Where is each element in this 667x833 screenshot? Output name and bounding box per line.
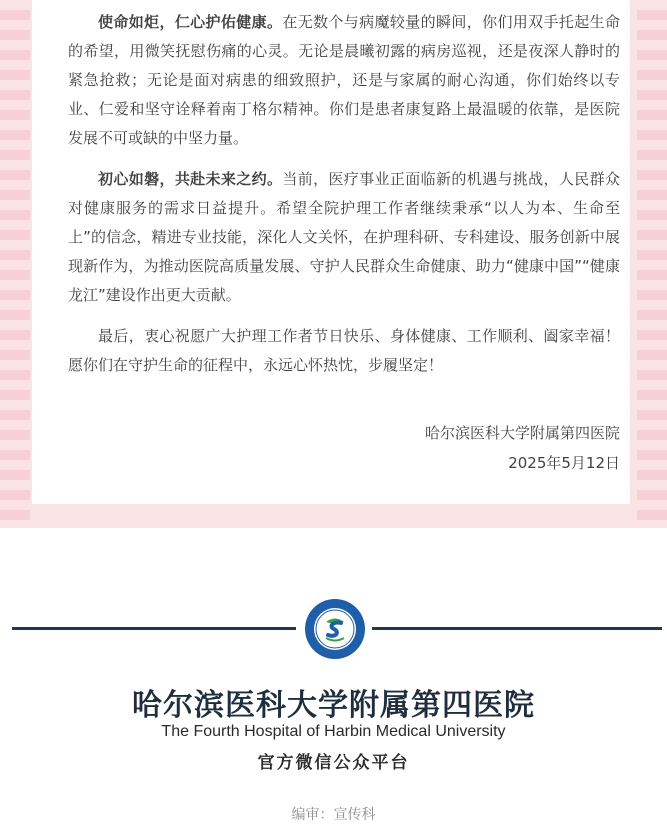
paragraph-lead: 使命如炬，仁心护佑健康。 xyxy=(98,13,283,31)
divider-left xyxy=(12,627,296,630)
article-card xyxy=(32,0,630,504)
hospital-name-english: The Fourth Hospital of Harbin Medical University xyxy=(161,723,506,740)
signature-organization: 哈尔滨医科大学附属第四医院 xyxy=(424,424,620,442)
right-stripe-decoration xyxy=(637,0,667,528)
hospital-name-chinese: 哈尔滨医科大学附属第四医院 xyxy=(132,688,535,723)
article-paragraph-2 xyxy=(68,165,620,310)
paragraph-text: 当前，医疗事业正面临新的机遇与挑战，人民群众对健康服务的需求日益提升。希望全院护理工作者继续秉承“以人为本、生命至上”的信念，精进专业技能，深化人文关怀，在护理科研、专科建设、服务创新中展现新作为，为推动医院高质量发展、守护人民群众生命健康、助力“健康中国”“健康龙江”建设作出更大贡献。 xyxy=(68,170,620,304)
article-paragraph-3 xyxy=(68,322,620,380)
paragraph-text: 最后，衷心祝愿广大护理工作者节日快乐、身体健康、工作顺利、阖家幸福！愿你们在守护生命的征程中，永远心怀热忱，步履坚定！ xyxy=(68,327,620,374)
divider-right xyxy=(372,627,662,630)
paragraph-text: 在无数个与病魔较量的瞬间，你们用双手托起生命的希望，用微笑抚慰伤痛的心灵。无论是晨曦初露的病房巡视，还是夜深人静时的紧急抢救；无论是面对病患的细致照护，还是与家属的耐心沟通，你们始终以专业、仁爱和坚守诠释着南丁格尔精神。你们是患者康复路上最温暖的依靠，是医院发展不可或缺的中坚力量。 xyxy=(68,13,620,147)
left-stripe-decoration xyxy=(0,0,30,528)
editor-credit: 编审：宣传科 xyxy=(291,807,376,823)
hospital-emblem-icon xyxy=(304,598,366,660)
platform-label: 官方微信公众平台 xyxy=(257,753,410,773)
footer-banner xyxy=(0,528,667,833)
article-paragraph-1 xyxy=(68,8,620,153)
paragraph-lead: 初心如磐，共赴未来之约。 xyxy=(98,170,283,188)
signature-date: 2025年5月12日 xyxy=(508,454,620,472)
